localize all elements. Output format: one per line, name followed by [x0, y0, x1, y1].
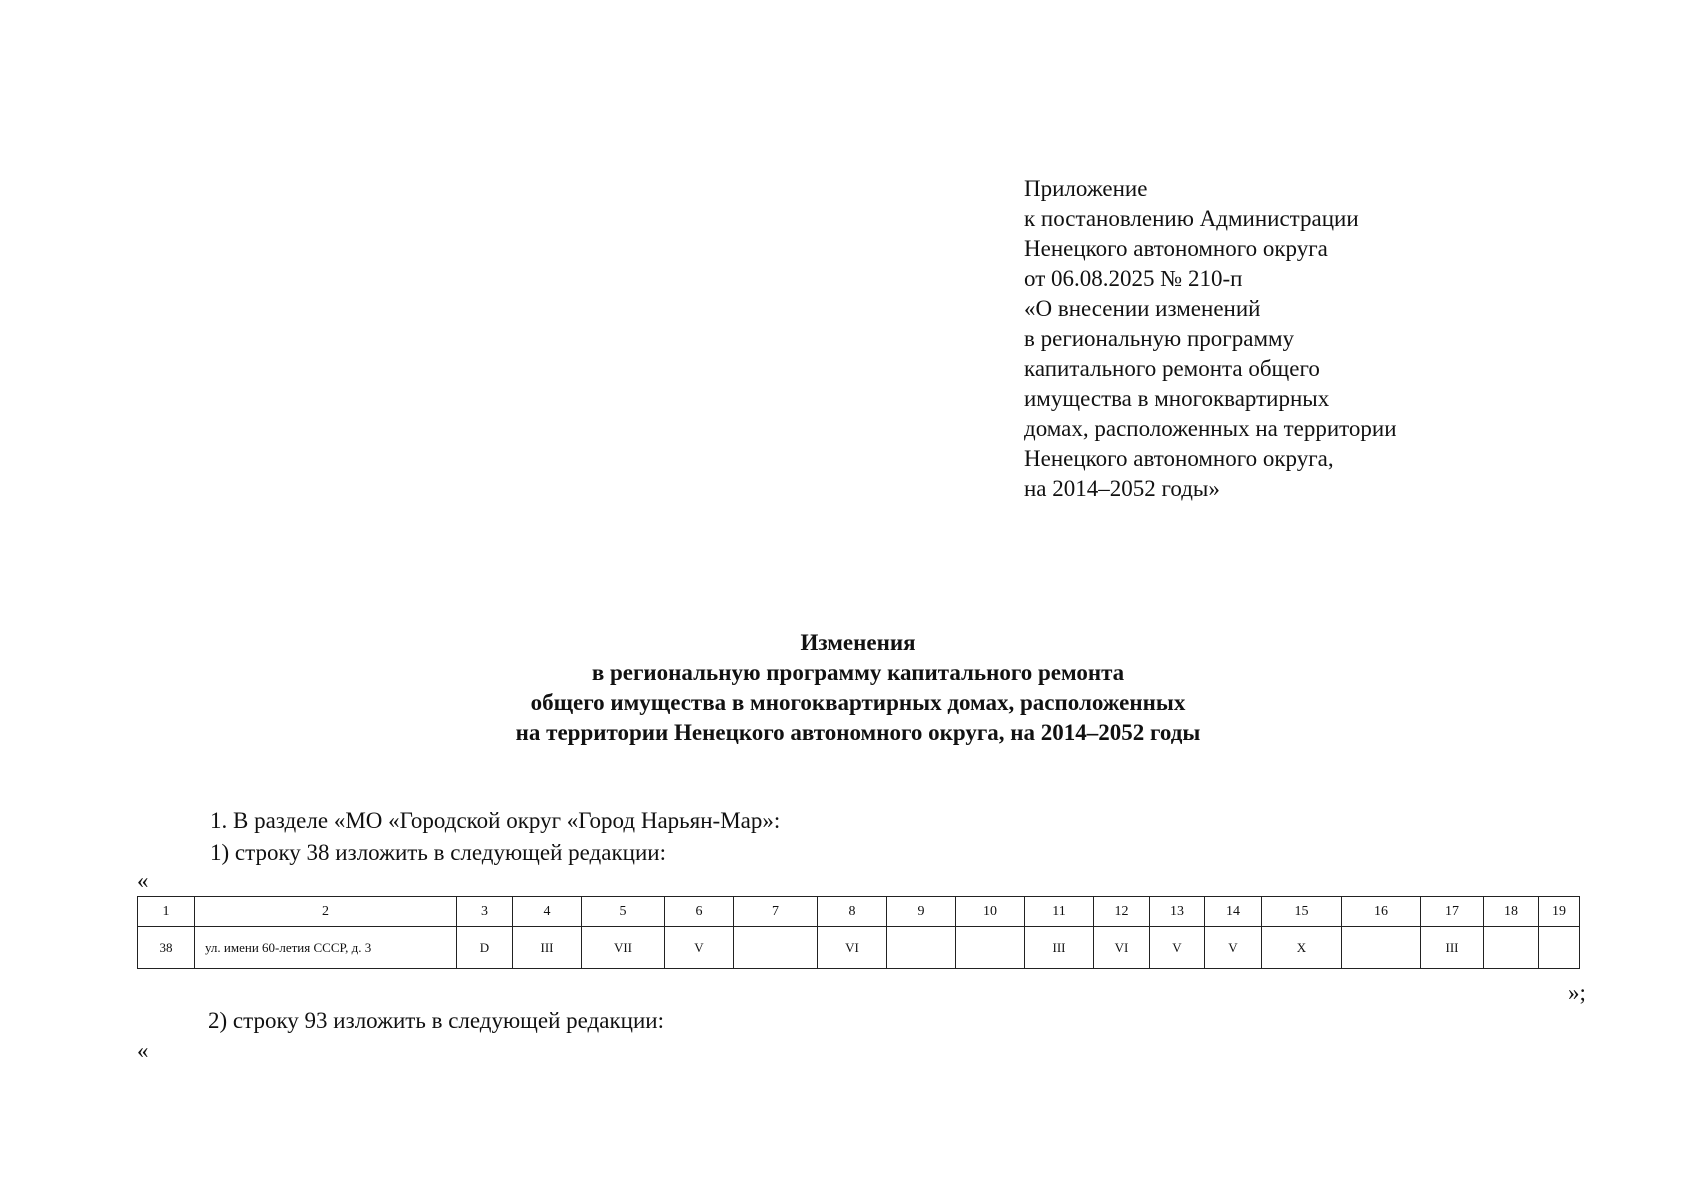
- section-heading: 1. В разделе «МО «Городской округ «Город Нарьян-Мар»:: [210, 808, 781, 833]
- header-cell: 1: [138, 897, 195, 927]
- appendix-line: Приложение: [1024, 176, 1148, 201]
- appendix-line: «О внесении изменений: [1024, 296, 1261, 321]
- title-line: Изменения: [800, 630, 916, 655]
- header-cell: 14: [1205, 897, 1262, 927]
- header-cell: 11: [1025, 897, 1094, 927]
- header-cell: 9: [887, 897, 956, 927]
- table-cell: D: [457, 927, 513, 969]
- table-cell: [887, 927, 956, 969]
- table-cell: [1539, 927, 1580, 969]
- table-cell: V: [1150, 927, 1205, 969]
- table-row: [138, 927, 1580, 969]
- open-quote-2: «: [137, 1038, 149, 1063]
- open-quote: «: [137, 868, 149, 893]
- header-cell: 19: [1539, 897, 1580, 927]
- table-cell: V: [665, 927, 734, 969]
- table-cell: [956, 927, 1025, 969]
- header-cell: 17: [1421, 897, 1484, 927]
- address-cell: ул. имени 60-летия СССР, д. 3: [195, 927, 457, 969]
- table-cell: VI: [818, 927, 887, 969]
- header-cell: 2: [195, 897, 457, 927]
- close-quote: »;: [1568, 980, 1586, 1005]
- header-cell: 12: [1094, 897, 1150, 927]
- header-cell: 4: [513, 897, 582, 927]
- header-cell: 5: [582, 897, 665, 927]
- table-cell: VI: [1094, 927, 1150, 969]
- table-cell: X: [1262, 927, 1342, 969]
- table-cell: V: [1205, 927, 1262, 969]
- appendix-block: [1024, 174, 1584, 504]
- header-cell: 8: [818, 897, 887, 927]
- header-cell: 15: [1262, 897, 1342, 927]
- document-title: [300, 628, 1416, 748]
- item-2-text: 2) строку 93 изложить в следующей редакции:: [208, 1008, 664, 1033]
- table-cell: III: [513, 927, 582, 969]
- table-cell: III: [1421, 927, 1484, 969]
- appendix-line: имущества в многоквартирных: [1024, 386, 1330, 411]
- title-line: на территории Ненецкого автономного округа, на 2014–2052 годы: [515, 720, 1201, 745]
- appendix-line: к постановлению Администрации: [1024, 206, 1359, 231]
- header-cell: 13: [1150, 897, 1205, 927]
- appendix-line: Ненецкого автономного округа,: [1024, 446, 1334, 471]
- header-cell: 16: [1342, 897, 1421, 927]
- header-cell: 10: [956, 897, 1025, 927]
- header-cell: 7: [734, 897, 818, 927]
- table-cell: III: [1025, 927, 1094, 969]
- table-cell: 38: [138, 927, 195, 969]
- title-line: общего имущества в многоквартирных домах, расположенных: [530, 690, 1186, 715]
- table-header-row: [138, 897, 1580, 927]
- item-1-text: 1) строку 38 изложить в следующей редакции:: [210, 840, 666, 865]
- table-cell: [1484, 927, 1539, 969]
- appendix-line: капитального ремонта общего: [1024, 356, 1320, 381]
- appendix-line: от 06.08.2025 № 210-п: [1024, 266, 1243, 291]
- header-cell: 6: [665, 897, 734, 927]
- appendix-line: домах, расположенных на территории: [1024, 416, 1397, 441]
- appendix-line: на 2014–2052 годы»: [1024, 476, 1220, 501]
- title-line: в региональную программу капитального ремонта: [591, 660, 1125, 685]
- header-cell: 18: [1484, 897, 1539, 927]
- appendix-line: в региональную программу: [1024, 326, 1295, 351]
- table-cell: VII: [582, 927, 665, 969]
- appendix-line: Ненецкого автономного округа: [1024, 236, 1328, 261]
- table-cell: [1342, 927, 1421, 969]
- header-cell: 3: [457, 897, 513, 927]
- table-cell: [734, 927, 818, 969]
- edit-table-row-38: [137, 896, 1580, 969]
